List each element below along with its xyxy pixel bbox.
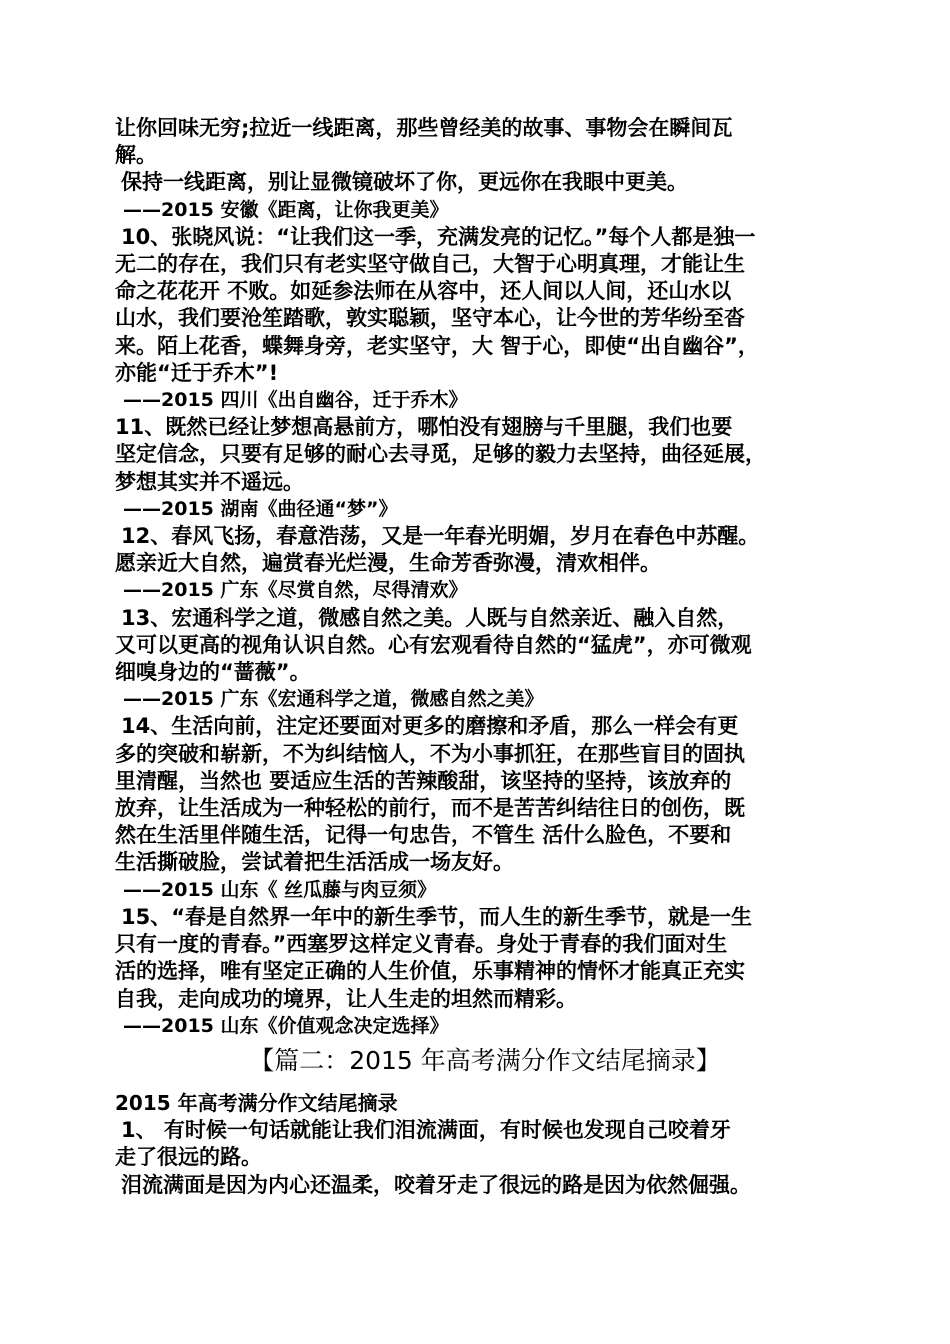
paragraph-line: 放弃，让生活成为一种轻松的前行，而不是苦苦纠结往日的创伤，既 [115,796,745,821]
paragraph-line: 泪流满面是因为内心还温柔，咬着牙走了很远的路是因为依然倔强。 [121,1172,751,1197]
document-page [115,115,855,1199]
paragraph-line: 12、春风飞扬，春意浩荡，又是一年春光明媚，岁月在春色中苏醒。 [121,524,760,549]
paragraph-line: 走了很远的路。 [115,1145,262,1170]
paragraph-line: 10、张晓风说：“让我们这一季，充满发亮的记忆。”每个人都是独一 [121,224,756,249]
paragraph-line: 解。 [115,143,157,168]
paragraph-line: 细嗅身边的“蔷薇”。 [115,660,311,685]
paragraph-line: 13、宏通科学之道，微感自然之美。人既与自然亲近、融入自然， [121,605,739,630]
paragraph-line: 14、生活向前，注定还要面对更多的磨擦和矛盾，那么一样会有更 [121,714,739,739]
paragraph-line: 梦想其实并不遥远。 [115,469,304,494]
paragraph-line: 自我，走向成功的境界，让人生走的坦然而精彩。 [115,986,577,1011]
source-attribution: ——2015 广东《宏通科学之道，微感自然之美》 [123,688,544,711]
paragraph-line: 命之花花开 不败。如延参法师在从容中，还人间以人间，还山水以 [115,279,732,304]
paragraph-line: 15、“春是自然界一年中的新生季节，而人生的新生季节，就是一生 [121,904,753,929]
paragraph-line: 多的突破和崭新，不为纠结恼人，不为小事抓狂，在那些盲目的固执 [115,741,745,766]
paragraph-line: 11、既然已经让梦想高悬前方，哪怕没有翅膀与千里腿，我们也要 [115,415,733,440]
paragraph-line: 保持一线距离，别让显微镜破坏了你，更远你在我眼中更美。 [121,170,688,195]
paragraph-line: 无二的存在，我们只有老实坚守做自己，大智于心明真理，才能让生 [115,252,745,277]
paragraph-line: 来。陌上花香，蝶舞身旁，老实坚守，大 智于心，即使“出自幽谷”， [115,333,759,358]
source-attribution: ——2015 安徽《距离，让你我更美》 [123,198,449,221]
section-paragraphs [115,1117,855,1199]
paragraph-line: 山水，我们要沧笙踏歌，敦实聪颖，坚守本心，让今世的芳华纷至沓 [115,306,745,331]
paragraph-line: 又可以更高的视角认识自然。心有宏观看待自然的“猛虎”，亦可微观 [115,632,752,657]
paragraph-line: 让你回味无穷;拉近一线距离，那些曾经美的故事、事物会在瞬间瓦 [115,116,733,140]
source-attribution: ——2015 山东《 丝瓜藤与肉豆须》 [123,878,437,901]
source-attribution: ——2015 广东《尽赏自然，尽得清欢》 [123,579,468,602]
essay-excerpts [115,115,855,1040]
source-attribution: ——2015 湖南《曲径通“梦”》 [123,497,398,520]
paragraph-line: 愿亲近大自然，遍赏春光烂漫，生命芳香弥漫，清欢相伴。 [115,551,661,576]
source-attribution: ——2015 四川《出自幽谷，迁于乔木》 [123,389,468,412]
paragraph-line: 生活撕破脸，尝试着把生活活成一场友好。 [115,850,514,875]
paragraph-line: 里清醒，当然也 要适应生活的苦辣酸甜，该坚持的坚持，该放弃的 [115,768,732,793]
paragraph-line: 1、 有时候一句话就能让我们泪流满面，有时候也发现自己咬着牙 [121,1118,731,1143]
section-subheading: 2015 年高考满分作文结尾摘录 [115,1090,398,1115]
source-attribution: ——2015 山东《价值观念决定选择》 [123,1014,449,1037]
section-title: 【篇二：2015 年高考满分作文结尾摘录】 [249,1045,721,1075]
paragraph-line: 然在生活里伴随生活，记得一句忠告，不管生 活什么脸色，不要和 [115,823,732,848]
paragraph-line: 亦能“迁于乔木”! [115,360,279,385]
paragraph-line: 活的选择，唯有坚定正确的人生价值，乐事精神的情怀才能真正充实 [115,959,745,984]
paragraph-line: 坚定信念，只要有足够的耐心去寻觅，足够的毅力去坚持，曲径延展， [115,442,766,467]
paragraph-line: 只有一度的青春。”西塞罗这样定义青春。身处于青春的我们面对生 [115,932,728,957]
